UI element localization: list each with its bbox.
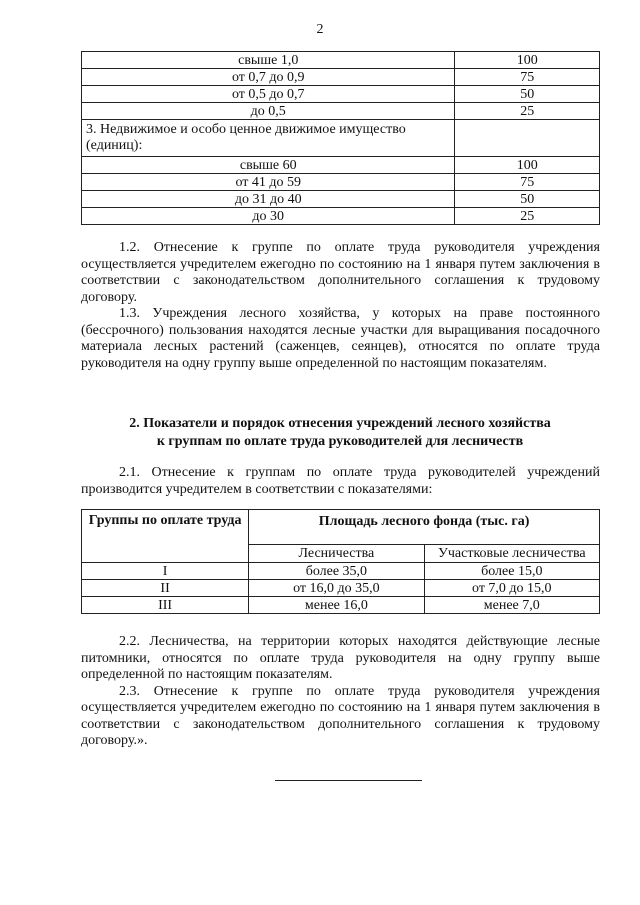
table-row [82, 563, 600, 580]
table-row [82, 157, 600, 174]
table-header-row [82, 510, 600, 545]
paragraph-2-1: 2.1. Отнесение к группам по оплате труда руководителей учреждений производится учредителем в соответствии с показателями: [81, 465, 600, 497]
paragraph-2-2: 2.2. Лесничества, на территории которых находятся действующие лесные питомники, относятся по оплате труда руководителя на одну группу выше определенной по настоящим показателям. [81, 634, 600, 682]
section-2-heading [60, 415, 620, 451]
table-row [82, 208, 600, 225]
table-section-row [82, 120, 600, 157]
indicator-points: 100 [455, 157, 600, 174]
forestry-area: менее 16,0 [249, 597, 424, 614]
indicator-points: 75 [455, 174, 600, 191]
indicator-points: 25 [455, 103, 600, 120]
indicator-label: от 0,5 до 0,7 [82, 86, 455, 103]
table-row [82, 103, 600, 120]
heading-line-2: к группам по оплате труда руководителей для лесничеств [156, 434, 524, 449]
table-row [82, 191, 600, 208]
table-row [82, 69, 600, 86]
indicator-label: до 31 до 40 [82, 191, 455, 208]
paragraph-1-3: 1.3. Учреждения лесного хозяйства, у которых на праве постоянного (бессрочного) пользования находятся лесные участки для выращивания посадочного материала лесных растений (саженцев, сеянцев), относятся по оплате труда руководителя на одну группу выше определенной по настоящим показателям. [81, 306, 600, 371]
indicator-label: до 30 [82, 208, 455, 225]
paragraphs-1 [81, 240, 600, 372]
paragraph-1-2: 1.2. Отнесение к группе по оплате труда руководителя учреждения осуществляется учредителем ежегодно по состоянию на 1 января путем заключения в соответствии с законодательством дополнительного соглашения к трудовому договору. [81, 240, 600, 305]
group-number: I [82, 563, 249, 580]
indicator-label: от 41 до 59 [82, 174, 455, 191]
table-row [82, 86, 600, 103]
empty-cell [455, 120, 600, 157]
indicator-points: 50 [455, 86, 600, 103]
header-groups: Группы по оплате труда [82, 510, 249, 563]
table-row [82, 52, 600, 69]
table-row [82, 597, 600, 614]
indicator-label: до 0,5 [82, 103, 455, 120]
paragraph-2-3: 2.3. Отнесение к группе по оплате труда руководителя учреждения осуществляется учредителем ежегодно по состоянию на 1 января путем заключения в соответствии с законодательством дополнительного соглашения к трудовому договору.». [81, 683, 600, 748]
group-number: II [82, 580, 249, 597]
indicator-points: 50 [455, 191, 600, 208]
table-row [82, 580, 600, 597]
indicator-label: от 0,7 до 0,9 [82, 69, 455, 86]
paragraph-2-1-block [81, 465, 600, 498]
header-area: Площадь лесного фонда (тыс. га) [249, 510, 600, 545]
forest-area-table [81, 509, 600, 614]
indicator-table [81, 51, 600, 225]
section-title: 3. Недвижимое и особо ценное движимое имущество (единиц): [82, 120, 455, 157]
forestry-area: от 16,0 до 35,0 [249, 580, 424, 597]
group-number: III [82, 597, 249, 614]
district-area: от 7,0 до 15,0 [424, 580, 599, 597]
heading-line-1: 2. Показатели и порядок отнесения учреждений лесного хозяйства [129, 416, 551, 431]
subheader-forestry: Лесничества [249, 545, 424, 563]
indicator-points: 25 [455, 208, 600, 225]
indicator-label: свыше 1,0 [82, 52, 455, 69]
indicator-points: 100 [455, 52, 600, 69]
paragraphs-2 [81, 634, 600, 750]
page-number: 2 [316, 22, 324, 37]
subheader-district-forestry: Участковые лесничества [424, 545, 599, 563]
table-row [82, 174, 600, 191]
district-area: более 15,0 [424, 563, 599, 580]
indicator-label: свыше 60 [82, 157, 455, 174]
forestry-area: более 35,0 [249, 563, 424, 580]
district-area: менее 7,0 [424, 597, 599, 614]
indicator-points: 75 [455, 69, 600, 86]
closing-rule [275, 780, 422, 781]
